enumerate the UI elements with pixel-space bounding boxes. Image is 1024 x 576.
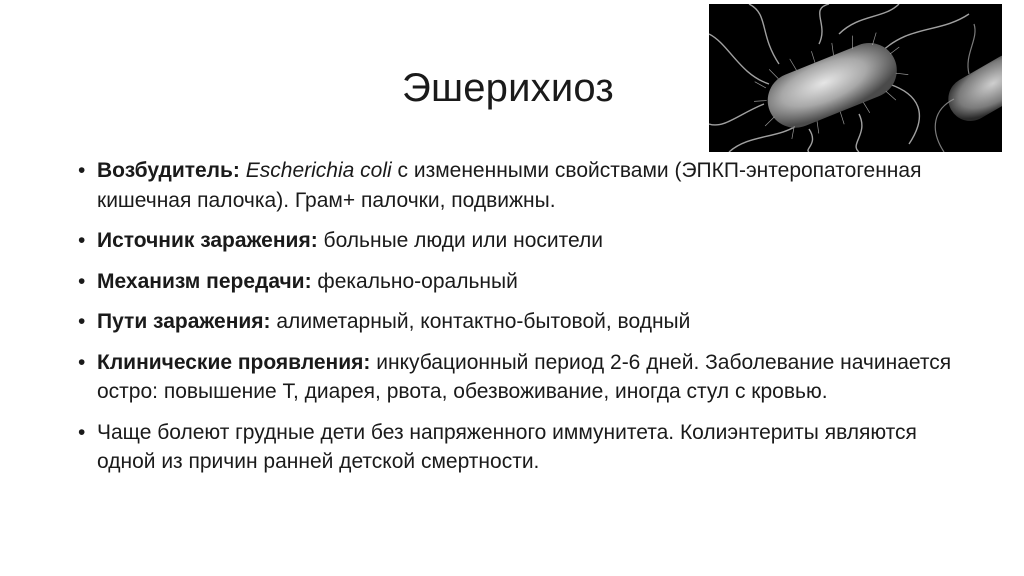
bullet-item-routes <box>78 307 978 337</box>
bullet-label: Клинические проявления: <box>97 350 371 374</box>
bullet-marker: • <box>78 269 86 293</box>
bullet-marker: • <box>78 310 86 333</box>
bullet-italic-term: Escherichia coli <box>245 159 392 182</box>
bullet-marker: • <box>78 350 86 374</box>
bullet-item-pathogen <box>78 156 978 215</box>
slide-title: Эшерихиоз <box>402 66 614 110</box>
bullet-item-mechanism <box>78 267 978 297</box>
bullet-label: Возбудитель: <box>97 159 240 182</box>
bullet-text: инкубационный период 2-6 дней. Заболевание начинается остро: повышение Т, диарея, рвота, обезвоживание, иногда стул с кровью. <box>97 350 952 403</box>
bullet-text: больные люди или носители <box>317 229 603 252</box>
bullet-label: Механизм передачи: <box>97 269 312 293</box>
bacteria-photo <box>709 4 1002 152</box>
bullet-label: Пути заражения: <box>97 310 271 333</box>
bullet-text: фекально-оральный <box>311 269 518 293</box>
bullet-text: алиметарный, контактно-бытовой, водный <box>270 310 691 333</box>
bullet-marker: • <box>78 229 86 252</box>
bullet-text: с измененными свойствами (ЭПКП-энтеропатогенная кишечная палочка). Грам+ палочки, подвижны. <box>97 159 922 212</box>
bullet-label: Источник заражения: <box>97 229 318 252</box>
bullet-text: Чаще болеют грудные дети без напряженного иммунитета. Колиэнтериты являются одной из причин ранней детской смертности. <box>97 420 917 473</box>
bullet-item-source <box>78 226 978 256</box>
bullet-marker: • <box>78 159 86 182</box>
e-coli-micrograph-image <box>709 4 1002 152</box>
bullet-item-risk-group <box>78 418 978 477</box>
bullet-item-clinical <box>78 348 978 407</box>
bullet-marker: • <box>78 420 86 444</box>
bullet-list <box>78 156 978 477</box>
